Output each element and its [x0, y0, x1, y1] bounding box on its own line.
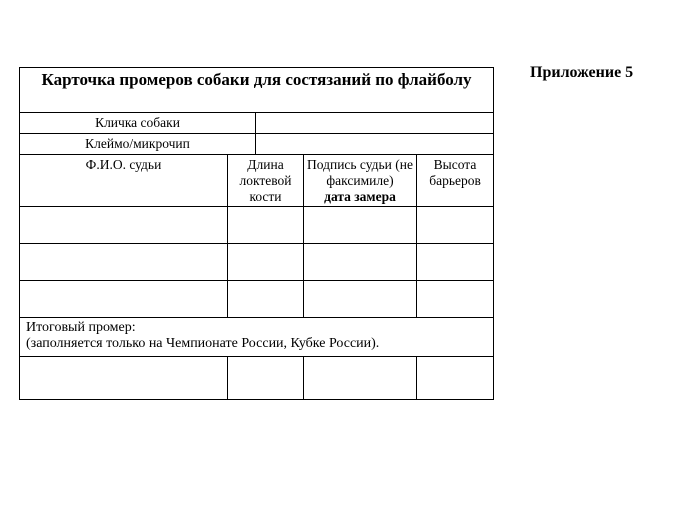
table-cell	[20, 207, 228, 244]
table-cell	[417, 244, 494, 281]
table-cell	[228, 281, 304, 318]
table-cell	[304, 281, 417, 318]
judge-name-header: Ф.И.О. судьи	[20, 155, 228, 207]
table-cell	[417, 207, 494, 244]
final-measurement-hint: (заполняется только на Чемпионате России, Кубке России).	[26, 336, 380, 351]
table-cell	[20, 357, 228, 400]
table-cell	[228, 207, 304, 244]
measure-date-label: дата замера	[324, 189, 396, 204]
barrier-height-header: Высота барьеров	[417, 155, 494, 207]
table-cell	[304, 357, 417, 400]
judge-signature-header	[304, 155, 417, 207]
table-cell	[304, 207, 417, 244]
final-measurement-label: Итоговый промер:	[26, 320, 136, 335]
dog-name-label: Кличка собаки	[20, 113, 256, 134]
final-measurement-note	[20, 318, 494, 357]
table-row	[20, 207, 494, 244]
elbow-length-header: Длина локтевой кости	[228, 155, 304, 207]
table-cell	[228, 244, 304, 281]
brand-chip-field	[256, 134, 494, 155]
table-cell	[417, 281, 494, 318]
card-title: Карточка промеров собаки для состязаний по флайболу	[20, 68, 494, 113]
brand-chip-label: Клеймо/микрочип	[20, 134, 256, 155]
signature-label: Подпись судьи (не факсимиле)	[306, 157, 413, 188]
table-cell	[304, 244, 417, 281]
table-row	[20, 281, 494, 318]
table-row	[20, 357, 494, 400]
table-cell	[228, 357, 304, 400]
table-cell	[20, 244, 228, 281]
table-row	[20, 244, 494, 281]
dog-measurement-card	[19, 67, 494, 400]
table-cell	[20, 281, 228, 318]
dog-name-field	[256, 113, 494, 134]
appendix-label: Приложение 5	[530, 64, 634, 81]
table-cell	[417, 357, 494, 400]
